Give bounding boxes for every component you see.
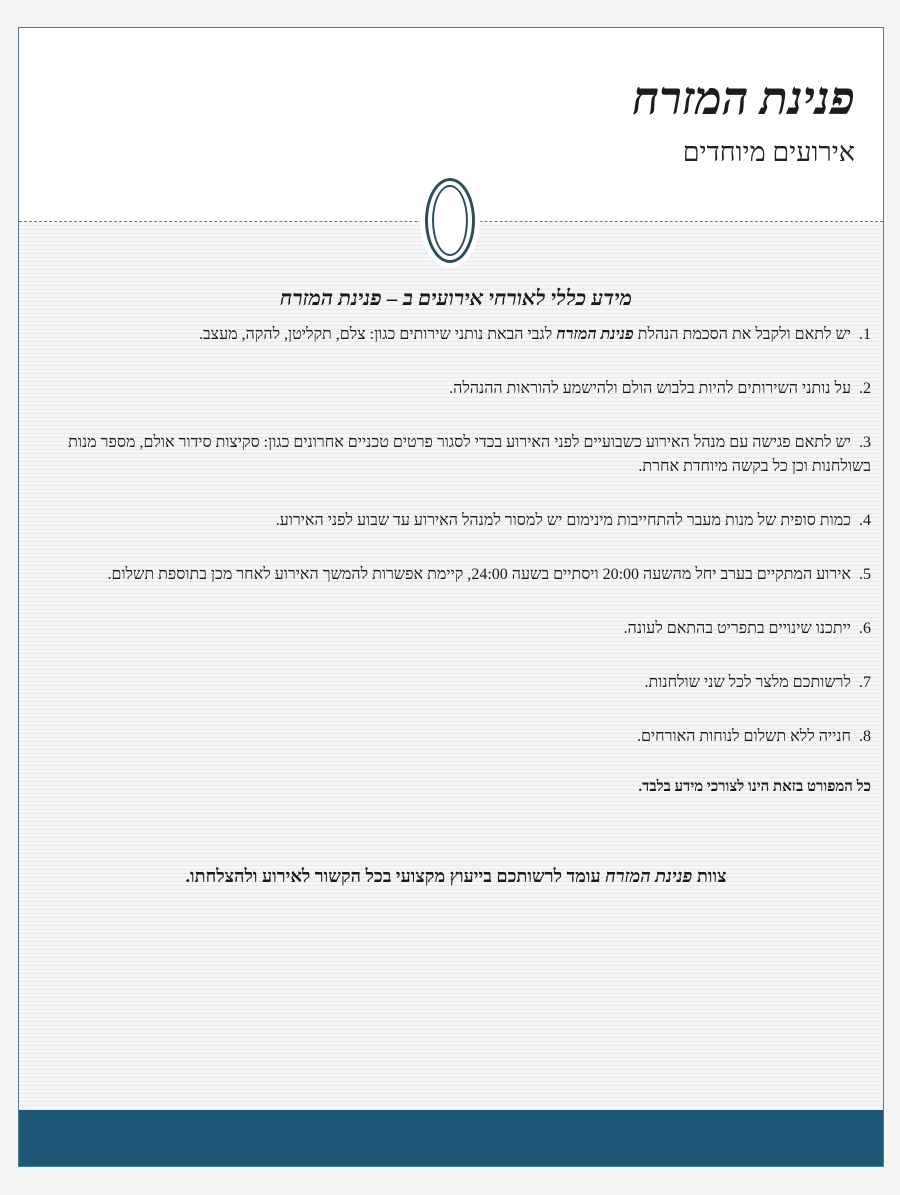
item-text: על נותני השירותים להיות בלבוש הולם ולהישמע להוראות ההנהלה. (449, 380, 851, 397)
list-item (41, 563, 871, 587)
item-text: אירוע המתקיים בערב יחל מהשעה 20:00 ויסתיים בשעה 24:00, קיימת אפשרות להמשך האירוע לאחר מכן בתוספת תשלום. (107, 566, 851, 583)
footer-band (19, 1110, 883, 1166)
brand-subtitle: אירועים מיוחדים (682, 137, 855, 167)
inline-brand-name: פנינת המזרח (605, 866, 693, 886)
list-item (41, 323, 871, 347)
list-item (41, 725, 871, 749)
closing-statement (41, 866, 871, 887)
info-list (41, 323, 871, 749)
list-item (41, 431, 871, 479)
item-text: ייתכנו שינויים בתפריט בהתאם לעונה. (623, 620, 851, 637)
closing-text: צוות (696, 866, 727, 886)
list-item (41, 671, 871, 695)
item-number: 7. (859, 674, 871, 691)
main-content (41, 286, 871, 887)
brand-title: פנינת המזרח (632, 73, 855, 124)
content-heading: מידע כללי לאורחי אירועים ב – פנינת המזרח (279, 286, 633, 310)
item-text: חנייה ללא תשלום לנוחות האורחים. (637, 728, 851, 745)
oval-medallion-ornament (425, 178, 475, 263)
item-text: לרשותכם מלצר לכל שני שולחנות. (644, 674, 851, 691)
item-number: 6. (859, 620, 871, 637)
item-text: יש לתאם ולקבל את הסכמת הנהלת (637, 326, 851, 343)
list-item (41, 617, 871, 641)
item-number: 8. (859, 728, 871, 745)
closing-text: עומד לרשותכם בייעוץ מקצועי בכל הקשור לאירוע ולהצלחתו. (185, 866, 601, 886)
oval-medallion-inner-ring (432, 185, 468, 256)
list-item (41, 509, 871, 533)
item-text: כמות סופית של מנות מעבר להתחייבות מינימום יש למסור למנהל האירוע עד שבוע לפני האירוע. (275, 512, 851, 529)
inline-brand-name: פנינת המזרח (556, 326, 634, 343)
item-number: 1. (859, 326, 871, 343)
item-text: יש לתאם פגישה עם מנהל האירוע כשבועיים לפני האירוע בכדי לסגור פרטים טכניים אחרונים כגון: סקיצות סידור אולם, מספר מנות בשולחנות וכן כל בקשה מיוחדת אחרת. (68, 434, 871, 475)
item-text: לגבי הבאת נותני שירותים כגון: צלם, תקליטן, להקה, מעצב. (198, 326, 553, 343)
list-item (41, 377, 871, 401)
item-number: 4. (859, 512, 871, 529)
item-number: 2. (859, 380, 871, 397)
document-page (18, 27, 884, 1167)
item-number: 5. (859, 566, 871, 583)
disclaimer-note: כל המפורט בזאת הינו לצורכי מידע בלבד. (638, 779, 871, 795)
item-number: 3. (859, 434, 871, 451)
